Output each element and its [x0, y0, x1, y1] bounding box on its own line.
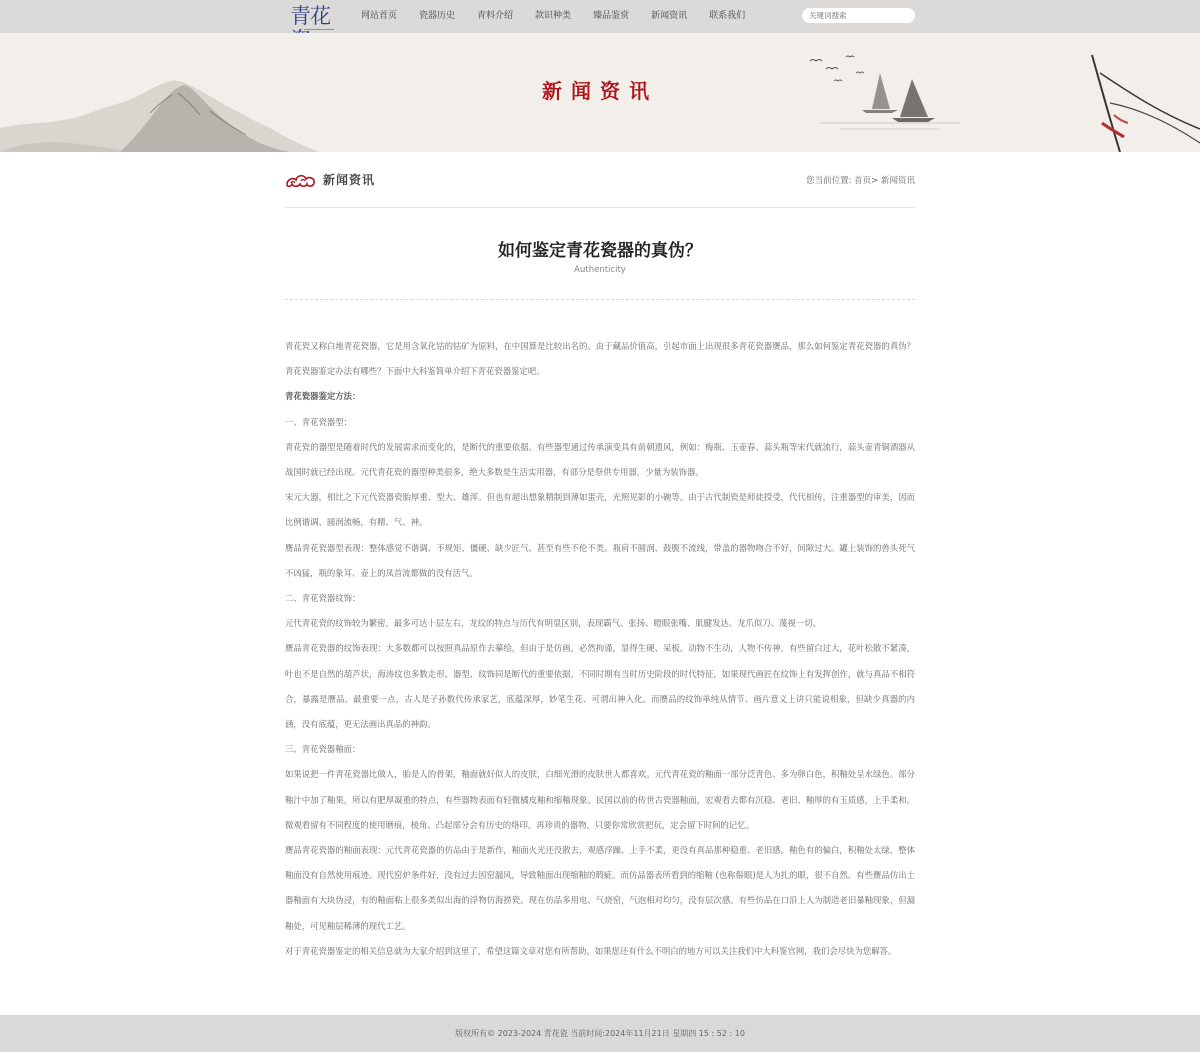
section-header	[285, 166, 915, 208]
breadcrumb-home-link[interactable]: 首页	[854, 176, 872, 186]
nav-item-pigment-intro[interactable]: 青料介绍	[477, 11, 514, 21]
article-paragraph: 元代青花瓷的纹饰较为繁密，最多可达十层左右，龙纹的特点与历代有明显区别，表现霸气、张扬、瞪眼张嘴、肌腱发达、龙爪似刀、蔑视一切。	[285, 618, 821, 629]
article-body	[285, 334, 915, 964]
article-paragraph: 如果说把一件青花瓷器比做人，胎是人的骨架，釉面就好似人的皮肤，白细光滑的皮肤世人都喜欢。元代青花瓷的釉面一部分泛青色、多为卵白色，积釉处呈水绿色。部分釉汁中加了釉果，所以有肥厚凝重的特点，有些器物表面有轻微橘皮釉和缩釉现象。民国以前的传世古瓷器釉面，宏观看去都有沉稳、老旧、釉厚的有玉质感，上手柔和。微观看留有不同程度的使用磨痕，棱角、凸起部分会有历史的烙印。再珍贵的器物，只要你常欣赏把玩，定会留下时间的记忆。	[285, 769, 915, 830]
nav-item-marks-types[interactable]: 款识种类	[535, 11, 572, 21]
site-logo[interactable]	[290, 4, 346, 32]
article-paragraph: 对于青花瓷器鉴定的相关信息就为大家介绍到这里了，希望这篇文章对您有所帮助。如果您还有什么不明白的地方可以关注我们中大科鉴官网，我们会尽快为您解答。	[285, 945, 897, 956]
article-paragraph: 青花瓷又称白地青花瓷器，它是用含氧化钴的钴矿为原料，在中国算是比较出名的。由于藏品价值高，引起市面上出现很多青花瓷器赝品，那么如何鉴定青花瓷器的真伪？青花瓷器鉴定办法有哪些？下面中大科鉴简单介绍下青花瓷器鉴定吧。	[285, 341, 915, 377]
article-subheading: 三、青花瓷器釉面：	[285, 744, 361, 755]
article-title: 如何鉴定青花瓷器的真伪？	[498, 241, 702, 261]
footer-copyright: 版权所有© 2023-2024 青花瓷 当前时间:2024年11月21日 星期四 15 : 52 : 10	[455, 1029, 745, 1038]
main-nav	[350, 0, 756, 33]
nav-item-news[interactable]: 新闻资讯	[651, 11, 688, 21]
section-title: 新闻资讯	[323, 173, 376, 187]
top-navigation-bar	[0, 0, 1200, 33]
breadcrumb	[806, 174, 915, 186]
breadcrumb-prefix: 您当前位置:	[806, 176, 852, 186]
article-paragraph: 赝品青花瓷器的纹饰表现：大多数都可以按照真品原作去摹绘，但由于是仿画，必然拘谨，显得生硬、呆板。动物不生动，人物不传神，有些留白过大，花叶松散不紧凑，叶也不是自然的葫芦状，海涛纹也多数走形。器型、纹饰同是断代的重要依据，不同时期有当时历史阶段的时代特征，如果现代画匠在纹饰上有发挥创作，就与真品不相符合，暴露是赝品。最重要一点，古人是子孙数代传承家艺，底蕴深厚，妙笔生花、可谓出神入化。而赝品的纹饰单纯从情节、画片意义上讲只能说相象，但缺少真器的内涵，没有底蕴，更无法画出真品的神韵。	[285, 643, 915, 730]
page-banner	[0, 33, 1200, 152]
breadcrumb-separator: >	[871, 176, 879, 186]
article-subtitle: Authenticity	[574, 265, 626, 275]
article-paragraph: 赝品青花瓷器型表现：整体感觉不谐调、不规矩、僵硬、缺少匠气、甚至有些不伦不类。瓶肩不圆润、鼓腹不流线，带盖的器物吻合不好，间隙过大。罐上装饰的兽头死气不凶猛，瓶的象耳、壶上的凤首流都做的没有活气。	[285, 542, 915, 578]
article-paragraph: 青花瓷的器型是随着时代的发展需求而变化的，是断代的重要依据。有些器型通过传承演变具有前朝遗风，例如：梅瓶、玉壶春、蒜头瓶等宋代就流行，蒜头壶青铜酒器从战国时就已经出现。元代青花瓷的器型种类很多，绝大多数是生活实用器，有部分是祭供专用器，少量为装饰器。	[285, 441, 915, 478]
page-footer	[0, 1015, 1200, 1052]
logo-underline	[304, 29, 334, 31]
article-subheading: 二、青花瓷器纹饰：	[285, 593, 361, 604]
logo-text: 青花	[290, 4, 330, 28]
search-input[interactable]	[802, 8, 915, 23]
nav-item-home[interactable]: 网站首页	[361, 11, 398, 21]
breadcrumb-current-link[interactable]: 新闻资讯	[880, 176, 915, 186]
article-subheading: 一、青花瓷器型：	[285, 416, 352, 427]
banner-title: 新闻资讯	[542, 79, 658, 103]
article-paragraph: 宋元大器，相比之下元代瓷器瓷胎厚重、型大、雄浑。但也有超出想象精制到薄如蛋壳，光照见影的小碗等。由于古代制瓷是师徒授受，代代相传，注重器型的审美，因而比例谐调、圆润流畅，有精、气、神。	[285, 492, 915, 528]
article-paragraph: 赝品青花瓷器的釉面表现：元代青花瓷器的仿品由于是新作，釉面火光还没散去，观感浮躁、上手不柔，更没有真品那种稳重、老旧感。釉色有的偏白，积釉处太绿，整体釉面没有自然使用痕迹。现代窑炉条件好，没有过去因窑漏风，导致釉面出现缩釉的瑕疵。而仿品器表所看到的缩釉 (也称鬃眼)是人为扎的眼，很不自然。有些赝品仿出土器釉面有大块伪浸，有的釉面粘上很多类似出海的浮物仿海捞瓷。现在仿品多用电、气烧窑，气泡相对均匀，没有层次感。有些仿品在口沿上人为制造老旧暴釉现象，但漏釉处，可见釉层稀薄的现代工艺。	[285, 845, 915, 931]
cloud-ornament-icon	[285, 172, 317, 190]
nav-item-contact[interactable]: 联系我们	[709, 11, 746, 21]
nav-item-porcelain-history[interactable]: 瓷器历史	[419, 11, 456, 21]
title-divider	[285, 299, 915, 300]
article-heading: 青花瓷器鉴定方法：	[285, 391, 361, 402]
nav-item-collection[interactable]: 臻品鉴赏	[593, 11, 630, 21]
